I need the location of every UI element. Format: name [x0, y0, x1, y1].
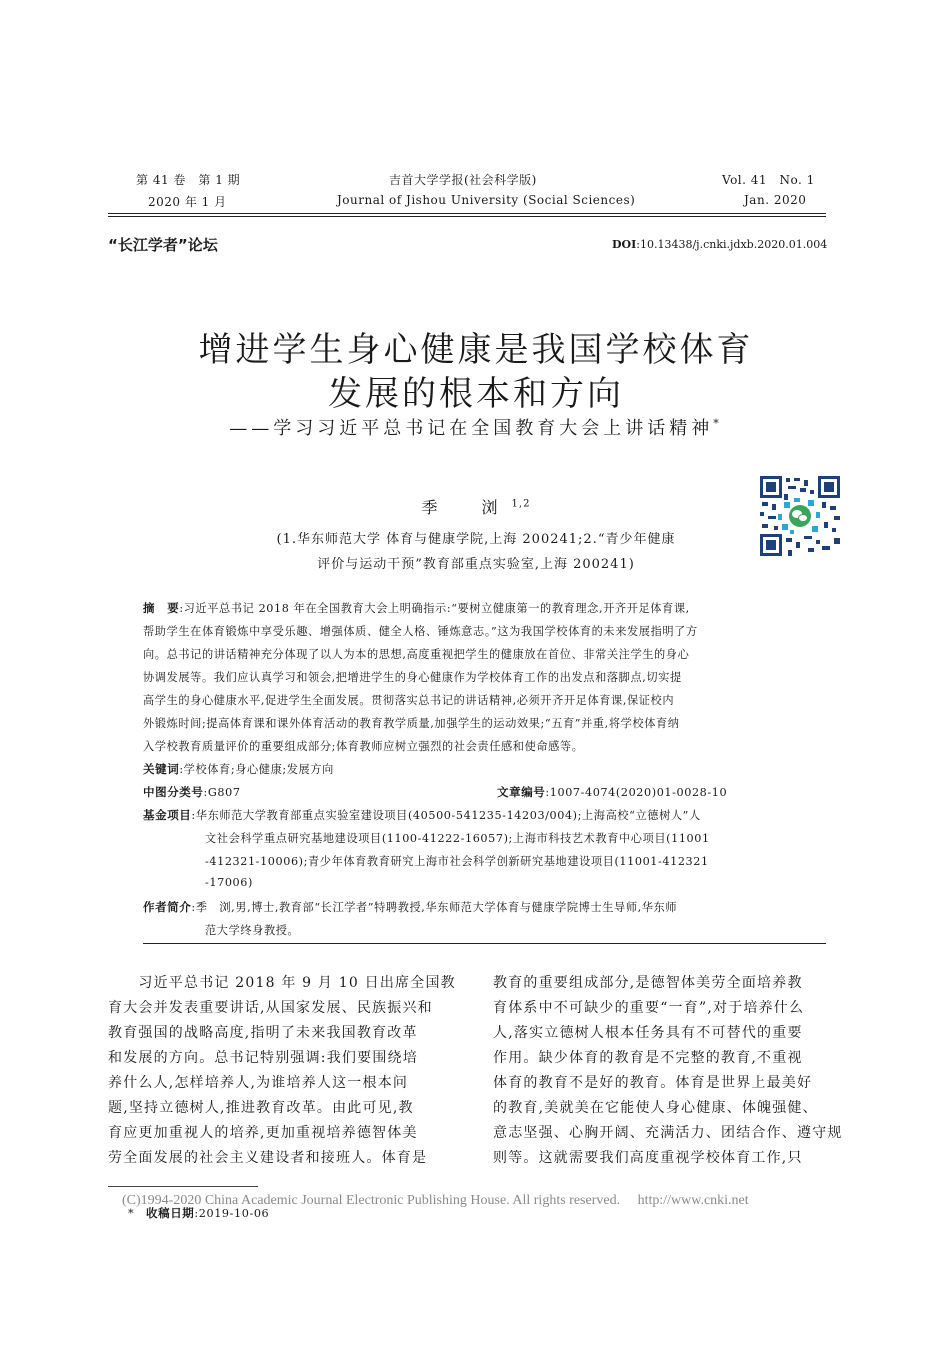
keywords-value: :学校体育;身心健康;发展方向	[179, 763, 334, 776]
keywords-label: 关键词	[143, 762, 180, 776]
abstract-line: 协调发展等。我们应认真学习和领会,把增进学生的身心健康作为学校体育工作的出发点和落脚点,切实提	[143, 671, 682, 684]
subtitle-footnote-mark: *	[713, 417, 723, 430]
keywords	[143, 761, 334, 777]
body-line: 的教育,美就美在它能使人身心健康、体魄强健、	[493, 1100, 818, 1116]
abstract-line: 外锻炼时间;提高体育课和课外体育活动的教育教学质量,加强学生的运动效果;“五育”并重,将学校体育纳	[143, 717, 680, 730]
volume-issue: 第 41 卷 第 1 期	[136, 173, 241, 187]
abstract-divider	[143, 943, 826, 944]
article-subtitle	[0, 414, 952, 440]
author-name: 季 浏	[421, 498, 512, 517]
doi-value: :10.13438/j.cnki.jdxb.2020.01.004	[636, 238, 828, 251]
abstract-text: :习近平总书记 2018 年在全国教育大会上明确指示:“要树立健康第一的教育理念,开齐开足体育课,	[179, 602, 690, 615]
doi[interactable]	[612, 238, 827, 251]
footnote-mark: *	[128, 1207, 135, 1220]
fund-line: -17006)	[205, 876, 253, 889]
body-line: 则等。这就需要我们高度重视学校体育工作,只	[493, 1150, 803, 1166]
fund-text: :华东师范大学教育部重点实验室建设项目(40500-541235-14203/004);上海高校“立德树人”人	[191, 809, 701, 822]
body-line: 人,落实立德树人根本任务具有不可替代的重要	[493, 1025, 803, 1041]
clc-label: 中图分类号	[143, 785, 204, 799]
clc-number	[143, 784, 241, 800]
footnote	[128, 1205, 269, 1221]
clc-value: :G807	[203, 786, 241, 799]
subtitle-text: ——学习习近平总书记在全国教育大会上讲话精神	[229, 418, 714, 439]
footnote-rule	[108, 1186, 258, 1187]
abstract-line: 向。总书记的讲话精神充分体现了以人为本的思想,高度重视把学生的健康放在首位、非常关注学生的身心	[143, 648, 690, 661]
bio-label: 作者简介	[143, 900, 192, 914]
body-line: 育大会并发表重要讲话,从国家发展、民族振兴和	[108, 1000, 433, 1016]
vol-en: Vol. 41 No. 1	[722, 173, 815, 187]
abstract-label: 摘 要	[143, 601, 180, 615]
author-affiliation-sup: 1,2	[511, 498, 531, 510]
fund-line: 文社会科学重点研究基地建设项目(1100-41222-16057);上海市科技艺术教育中心项目(11001	[205, 832, 710, 845]
fund-line	[143, 807, 701, 823]
copyright-watermark: (C)1994-2020 China Academic Journal Electronic Publishing House. All rights reserved. http://www.cnki.net	[122, 1193, 749, 1208]
affiliation-line-1: (1.华东师范大学 体育与健康学院,上海 200241;2.“青少年健康	[276, 532, 676, 547]
article-number-value: :1007-4074(2020)01-0028-10	[545, 786, 728, 799]
footnote-value: :2019-10-06	[194, 1207, 270, 1220]
article-title-line-2: 发展的根本和方向	[328, 374, 624, 414]
body-line: 养什么人,怎样培养人,为谁培养人这一根本问	[108, 1075, 409, 1091]
abstract-line: 入学校教育质量评价的重要组成部分;体育教师应树立强烈的社会责任感和使命感等。	[143, 740, 584, 753]
body-line: 习近平总书记 2018 年 9 月 10 日出席全国教	[108, 975, 456, 991]
body-line: 作用。缺少体育的教育是不完整的教育,不重视	[493, 1050, 803, 1066]
body-line: 意志坚强、心胸开阔、充满活力、团结合作、遵守规	[493, 1125, 843, 1141]
qr-code-icon[interactable]	[760, 476, 840, 556]
bio-line: 范大学终身教授。	[205, 924, 300, 937]
bio-line	[143, 899, 677, 915]
journal-en: Journal of Jishou University (Social Sciences)	[337, 193, 636, 207]
header-rule-bottom	[108, 216, 826, 217]
abstract-line: 帮助学生在体育锻炼中享受乐趣、增强体质、健全人格、锤炼意志。”这为我国学校体育的未来发展指明了方	[143, 625, 698, 638]
body-line: 育体系中不可缺少的重要“一育”,对于培养什么	[493, 1000, 805, 1016]
body-line: 题,坚持立德树人,推进教育改革。由此可见,教	[108, 1100, 414, 1116]
body-line: 体育的教育不是好的教育。体育是世界上最美好	[493, 1075, 813, 1091]
body-line: 教育强国的战略高度,指明了未来我国教育改革	[108, 1025, 418, 1041]
body-line: 和发展的方向。总书记特别强调:我们要围绕培	[108, 1050, 418, 1066]
doi-label: DOI	[612, 238, 637, 251]
body-line: 育应更加重视人的培养,更加重视培养德智体美	[108, 1125, 418, 1141]
footnote-label: 收稿日期	[146, 1206, 195, 1220]
article-title-line-1: 增进学生身心健康是我国学校体育	[198, 330, 754, 370]
header-rule-top	[108, 213, 826, 214]
date-en: Jan. 2020	[744, 193, 807, 207]
body-line: 劳全面发展的社会主义建设者和接班人。体育是	[108, 1150, 428, 1166]
column-name: “长江学者”论坛	[108, 236, 218, 254]
fund-line: -412321-10006);青少年体育教育研究上海市社会科学创新研究基地建设项目(11001-412321	[205, 855, 709, 868]
date-cn: 2020 年 1 月	[148, 195, 227, 209]
journal-cn: 吉首大学学报(社会科学版)	[389, 173, 537, 187]
affiliation-line-2: 评价与运动干预”教育部重点实验室,上海 200241)	[317, 557, 635, 572]
body-line: 教育的重要组成部分,是德智体美劳全面培养教	[493, 975, 803, 991]
article-number	[497, 784, 727, 800]
abstract-line: 高学生的身心健康水平,促进学生全面发展。贯彻落实总书记的讲话精神,必须开齐开足体育课,保证校内	[143, 694, 675, 707]
fund-label: 基金项目	[143, 808, 192, 822]
article-number-label: 文章编号	[497, 785, 546, 799]
abstract-line	[143, 600, 690, 616]
bio-text: :季 浏,男,博士,教育部“长江学者”特聘教授,华东师范大学体育与健康学院博士生导师,华东师	[191, 901, 678, 914]
